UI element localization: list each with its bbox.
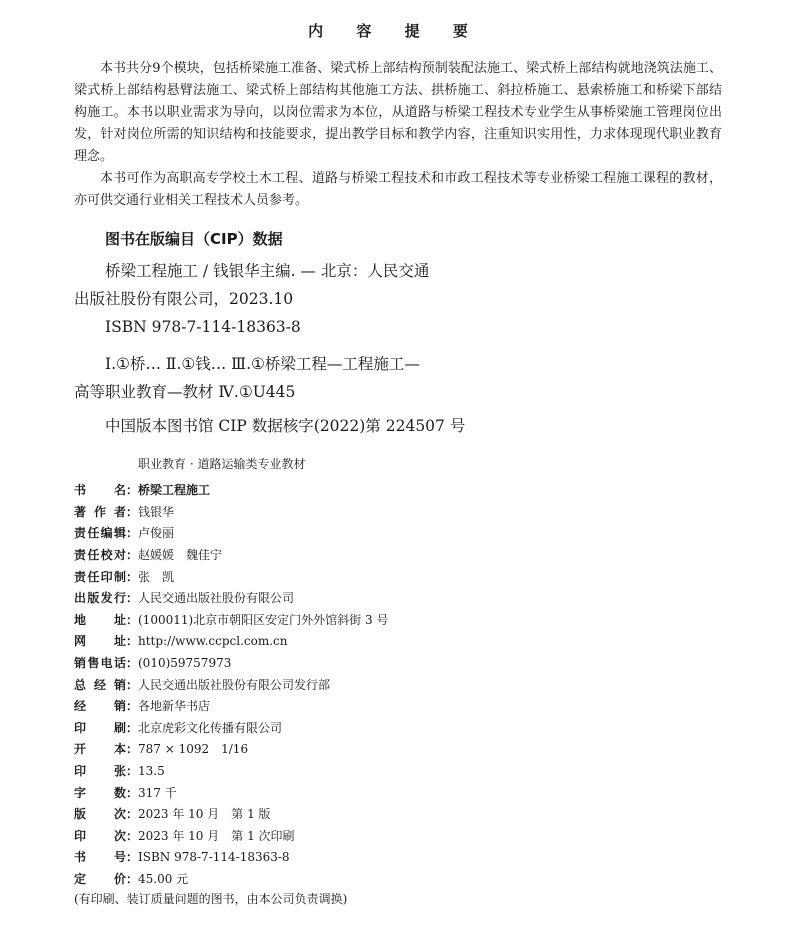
detail-colon: ： [126,526,139,541]
detail-colon: ： [126,871,139,886]
detail-label: 责 任 校 对 [74,548,126,563]
detail-row [74,652,714,674]
detail-colon: ： [126,612,139,627]
detail-label: 版 次 [74,807,126,822]
cip-line: 桥梁工程施工 / 钱银华主编. — 北京：人民交通 [105,262,430,280]
detail-row [74,846,714,868]
detail-row [74,479,714,501]
detail-colon: ： [126,634,139,649]
detail-row [74,738,714,760]
detail-row [74,522,714,544]
detail-value: 人民交通出版社股份有限公司 [138,591,295,606]
detail-colon: ： [126,656,139,671]
detail-value: (100011)北京市朝阳区安定门外外馆斜街 3 号 [138,612,389,627]
cip-isbn: ISBN 978-7-114-18363-8 [105,318,301,336]
detail-row [74,587,714,609]
detail-label: 责 任 编 辑 [74,526,126,541]
detail-label: 印 刷 [74,720,126,735]
detail-colon: ： [126,764,139,779]
detail-label: 印 张 [74,764,126,779]
detail-label: 销 售 电 话 [74,656,126,671]
series-label: 职业教育 · 道路运输类专业教材 [138,457,306,471]
detail-row [74,630,714,652]
detail-label: 书 名 [74,483,126,498]
cip-heading: 图书在版编目（CIP）数据 [105,230,283,248]
detail-value: 桥梁工程施工 [138,483,211,498]
detail-row [74,717,714,739]
detail-colon: ： [126,742,139,757]
detail-value: 2023 年 10 月 第 1 次印刷 [138,828,295,843]
detail-row [74,825,714,847]
detail-value: ISBN 978-7-114-18363-8 [138,849,290,864]
cip-record: 中国版本图书馆 CIP 数据核字(2022)第 224507 号 [105,417,466,435]
detail-value: 787 × 1092 1/16 [138,742,249,757]
detail-label: 著 作 者 [74,504,126,519]
summary-paragraph: 本书共分9个模块，包括桥梁施工准备、梁式桥上部结构预制装配法施工、梁式桥上部结构就地浇筑法施工、梁式桥上部结构悬臂法施工、梁式桥上部结构其他施工方法、拱桥施工、斜拉桥施工、悬索桥施工和桥梁下部结构施工。本书以职业需求为导向，以岗位需求为本位，从道路与桥梁工程技术专业学生从事桥梁施工管理岗位出发，针对岗位所需的知识结构和技能要求，提出教学目标和教学内容，注重知识实用性，力求体现现代职业教育理念。 [74,61,722,164]
detail-row [74,673,714,695]
detail-row [74,781,714,803]
detail-label: 印 次 [74,828,126,843]
detail-row [74,565,714,587]
detail-value: 各地新华书店 [138,699,211,714]
detail-label: 定 价 [74,871,126,886]
detail-label: 总 经 销 [74,677,126,692]
detail-row [74,803,714,825]
footnote: (有印刷、装订质量问题的图书，由本公司负责调换) [74,892,348,906]
detail-value: 卢俊丽 [138,526,175,541]
detail-label: 网 址 [74,634,126,649]
detail-row [74,501,714,523]
detail-label: 书 号 [74,850,126,865]
detail-label: 出 版 发 行 [74,591,126,606]
publication-details [74,479,714,889]
detail-label: 地 址 [74,612,126,627]
detail-value: 317 千 [138,785,177,800]
detail-label: 经 销 [74,699,126,714]
detail-colon: ： [126,785,139,800]
detail-value: 45.00 元 [138,871,189,886]
summary-paragraph: 本书可作为高职高专学校土木工程、道路与桥梁工程技术和市政工程技术等专业桥梁工程施工课程的教材，亦可供交通行业相关工程技术人员参考。 [74,171,722,208]
detail-colon: ： [126,591,139,606]
detail-colon: ： [126,548,139,563]
detail-label: 字 数 [74,785,126,800]
detail-value: (010)59757973 [138,655,232,670]
detail-value: http://www.ccpcl.com.cn [138,633,288,648]
detail-colon: ： [126,677,139,692]
detail-row [74,868,714,890]
detail-value: 北京虎彩文化传播有限公司 [138,720,283,735]
detail-colon: ： [126,850,139,865]
detail-row [74,695,714,717]
detail-row [74,609,714,631]
detail-colon: ： [126,504,139,519]
detail-value: 张 凯 [138,569,175,584]
detail-value: 13.5 [138,763,165,778]
detail-value: 人民交通出版社股份有限公司发行部 [138,677,331,692]
detail-colon: ： [126,699,139,714]
detail-colon: ： [126,807,139,822]
cip-line: Ⅰ.①桥… Ⅱ.①钱… Ⅲ.①桥梁工程—工程施工— [105,355,420,373]
detail-colon: ： [126,569,139,584]
page-title: 内 容 提 要 [308,22,482,40]
content-summary [74,58,722,212]
detail-colon: ： [126,483,139,498]
detail-value: 赵媛媛 魏佳宁 [138,548,223,563]
detail-colon: ： [126,828,139,843]
cip-line: 高等职业教育—教材 Ⅳ.①U445 [74,383,296,401]
detail-row [74,760,714,782]
detail-row [74,544,714,566]
detail-label: 开 本 [74,742,126,757]
detail-value: 钱银华 [138,504,175,519]
detail-colon: ： [126,720,139,735]
detail-label: 责 任 印 制 [74,569,126,584]
cip-data [74,257,674,440]
cip-line: 出版社股份有限公司，2023.10 [74,290,294,308]
detail-value: 2023 年 10 月 第 1 版 [138,807,271,822]
